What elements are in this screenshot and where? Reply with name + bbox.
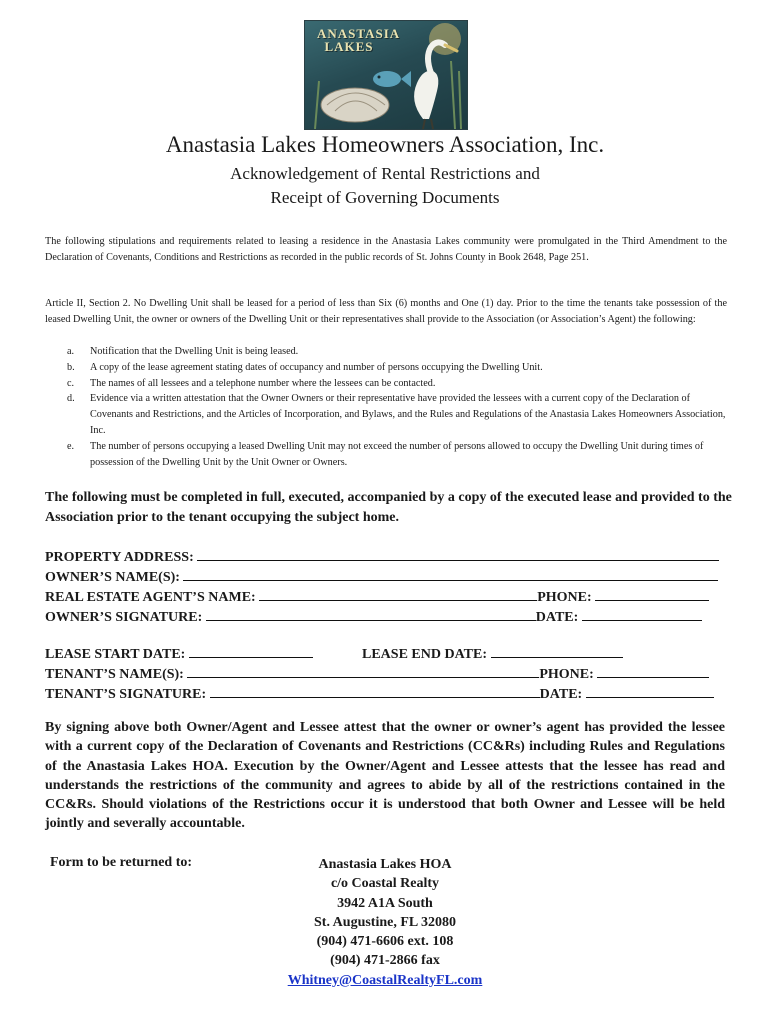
tenant-phone-field[interactable] [597,665,709,678]
tenant-date-field[interactable] [586,685,714,698]
fax-line: (904) 471-2866 fax [330,953,440,969]
tenant-names-field[interactable] [187,665,539,678]
address-line: 3942 A1A South [337,895,433,911]
logo-text-line1: ANASTASIA [317,26,401,41]
agent-name-label: REAL ESTATE AGENT’S NAME: [45,590,256,605]
list-item-marker: a. [67,346,75,357]
owners-names-label: OWNER’S NAME(S): [45,570,180,585]
list-item-text: A copy of the lease agreement stating dates of occupancy and number of persons occupying the Dwelling Unit. [90,361,543,373]
completion-notice: The following must be completed in full, executed, accompanied by a copy of the executed lease and provided to the Association prior to the tenant occupying the subject home. [45,490,732,525]
list-item [45,391,727,438]
list-item-text: Evidence via a written attestation that the Owner Owners or their representative have provided the lessees with a current copy of the Declaration of Covenants and Restrictions, and the Articles of Incorporation, and Bylaws, and the Rules and Regulations of the Anastasia Lakes Homeowners Association, Inc. [90,393,726,436]
document-title: Anastasia Lakes Homeowners Association, Inc. [165,132,605,157]
owner-date-field[interactable] [582,608,702,621]
agent-name-field[interactable] [259,588,537,601]
list-item-text: The number of persons occupying a leased Dwelling Unit may not exceed the number of persons allowed to occupy the Dwelling Unit during times of possession of the Dwelling Unit by the Unit Owner or Owners. [90,440,704,468]
lease-start-label: LEASE START DATE: [45,647,186,662]
lease-start-row [45,645,313,663]
address-line: c/o Coastal Realty [330,876,440,892]
tenant-signature-label: TENANT’S SIGNATURE: [45,687,207,702]
lease-end-field[interactable] [491,645,623,658]
document-subtitle-line2: Receipt of Governing Documents [270,188,500,207]
requirements-list [45,344,727,470]
agent-phone-label: PHONE: [537,590,592,605]
owners-names-row [45,568,718,586]
tenant-date-label: DATE: [539,687,583,702]
return-address [240,855,530,990]
lease-start-field[interactable] [189,645,313,658]
owners-names-field[interactable] [183,568,718,581]
logo-text-line2: LAKES [324,39,374,54]
tenant-names-row [45,665,709,683]
intro-paragraph: The following stipulations and requirements related to leasing a residence in the Anastasia Lakes community were promulgated in the Third Amendment to the Declaration of Covenants, Conditions and Restrictions as recorded in the public records of St. Johns County in Book 2648, Page 251. [45,236,727,263]
tenant-signature-field[interactable] [210,685,540,698]
property-address-row [45,548,719,566]
list-item [45,376,727,392]
tenant-signature-row [45,685,714,703]
list-item-marker: d. [67,393,75,405]
owner-signature-field[interactable] [206,608,536,621]
return-label: Form to be returned to: [50,855,193,870]
list-item [45,360,727,376]
address-line: Anastasia Lakes HOA [318,857,452,872]
address-line: St. Augustine, FL 32080 [314,914,456,930]
list-item-marker: c. [67,377,75,389]
owner-date-label: DATE: [535,610,579,625]
agent-phone-field[interactable] [595,588,709,601]
tenant-phone-label: PHONE: [539,667,594,682]
list-item-marker: b. [67,361,75,373]
list-item-marker: e. [67,440,75,452]
lease-end-label: LEASE END DATE: [362,647,487,662]
agent-row [45,588,709,606]
logo-wordmark [317,26,401,54]
attestation-paragraph: By signing above both Owner/Agent and Lessee attest that the owner or owner’s agent has provided the lessee with a current copy of the Declaration of Covenants and Restrictions (CC&Rs) including Rules and Regulations of the Anastasia Lakes HOA. Execution by the Owner/Agent and Lessee attests that the lessee has read and understands the restrictions of the community and agrees to abide by all of the restrictions contained in the CC&Rs. Should violations of the Restrictions occur it is understood that both Owner and Lessee will be held jointly and severally accountable. [45,720,725,832]
property-address-label: PROPERTY ADDRESS: [45,550,194,565]
list-item [45,439,727,471]
owner-signature-label: OWNER’S SIGNATURE: [45,610,203,625]
email-link[interactable]: Whitney@CoastalRealtyFL.com [287,972,483,988]
list-item [45,344,727,360]
list-item-text: The names of all lessees and a telephone number where the lessees can be contacted. [90,377,436,389]
owner-signature-row [45,608,702,626]
phone-line: (904) 471-6606 ext. 108 [316,934,454,950]
hoa-logo [304,20,468,130]
document-subtitle-line1: Acknowledgement of Rental Restrictions and [230,164,540,183]
article-paragraph: Article II, Section 2. No Dwelling Unit shall be leased for a period of less than Six (6) months and One (1) day. Prior to the time the tenants take possession of the leased Dwelling Unit, the owner or owners of the Dwelling Unit or their representatives shall provide to the Association (or Association’s Agent) the following: [45,298,727,325]
tenant-names-label: TENANT’S NAME(S): [45,667,184,682]
property-address-field[interactable] [197,548,719,561]
lease-end-row [362,645,623,663]
list-item-text: Notification that the Dwelling Unit is being leased. [90,346,299,357]
